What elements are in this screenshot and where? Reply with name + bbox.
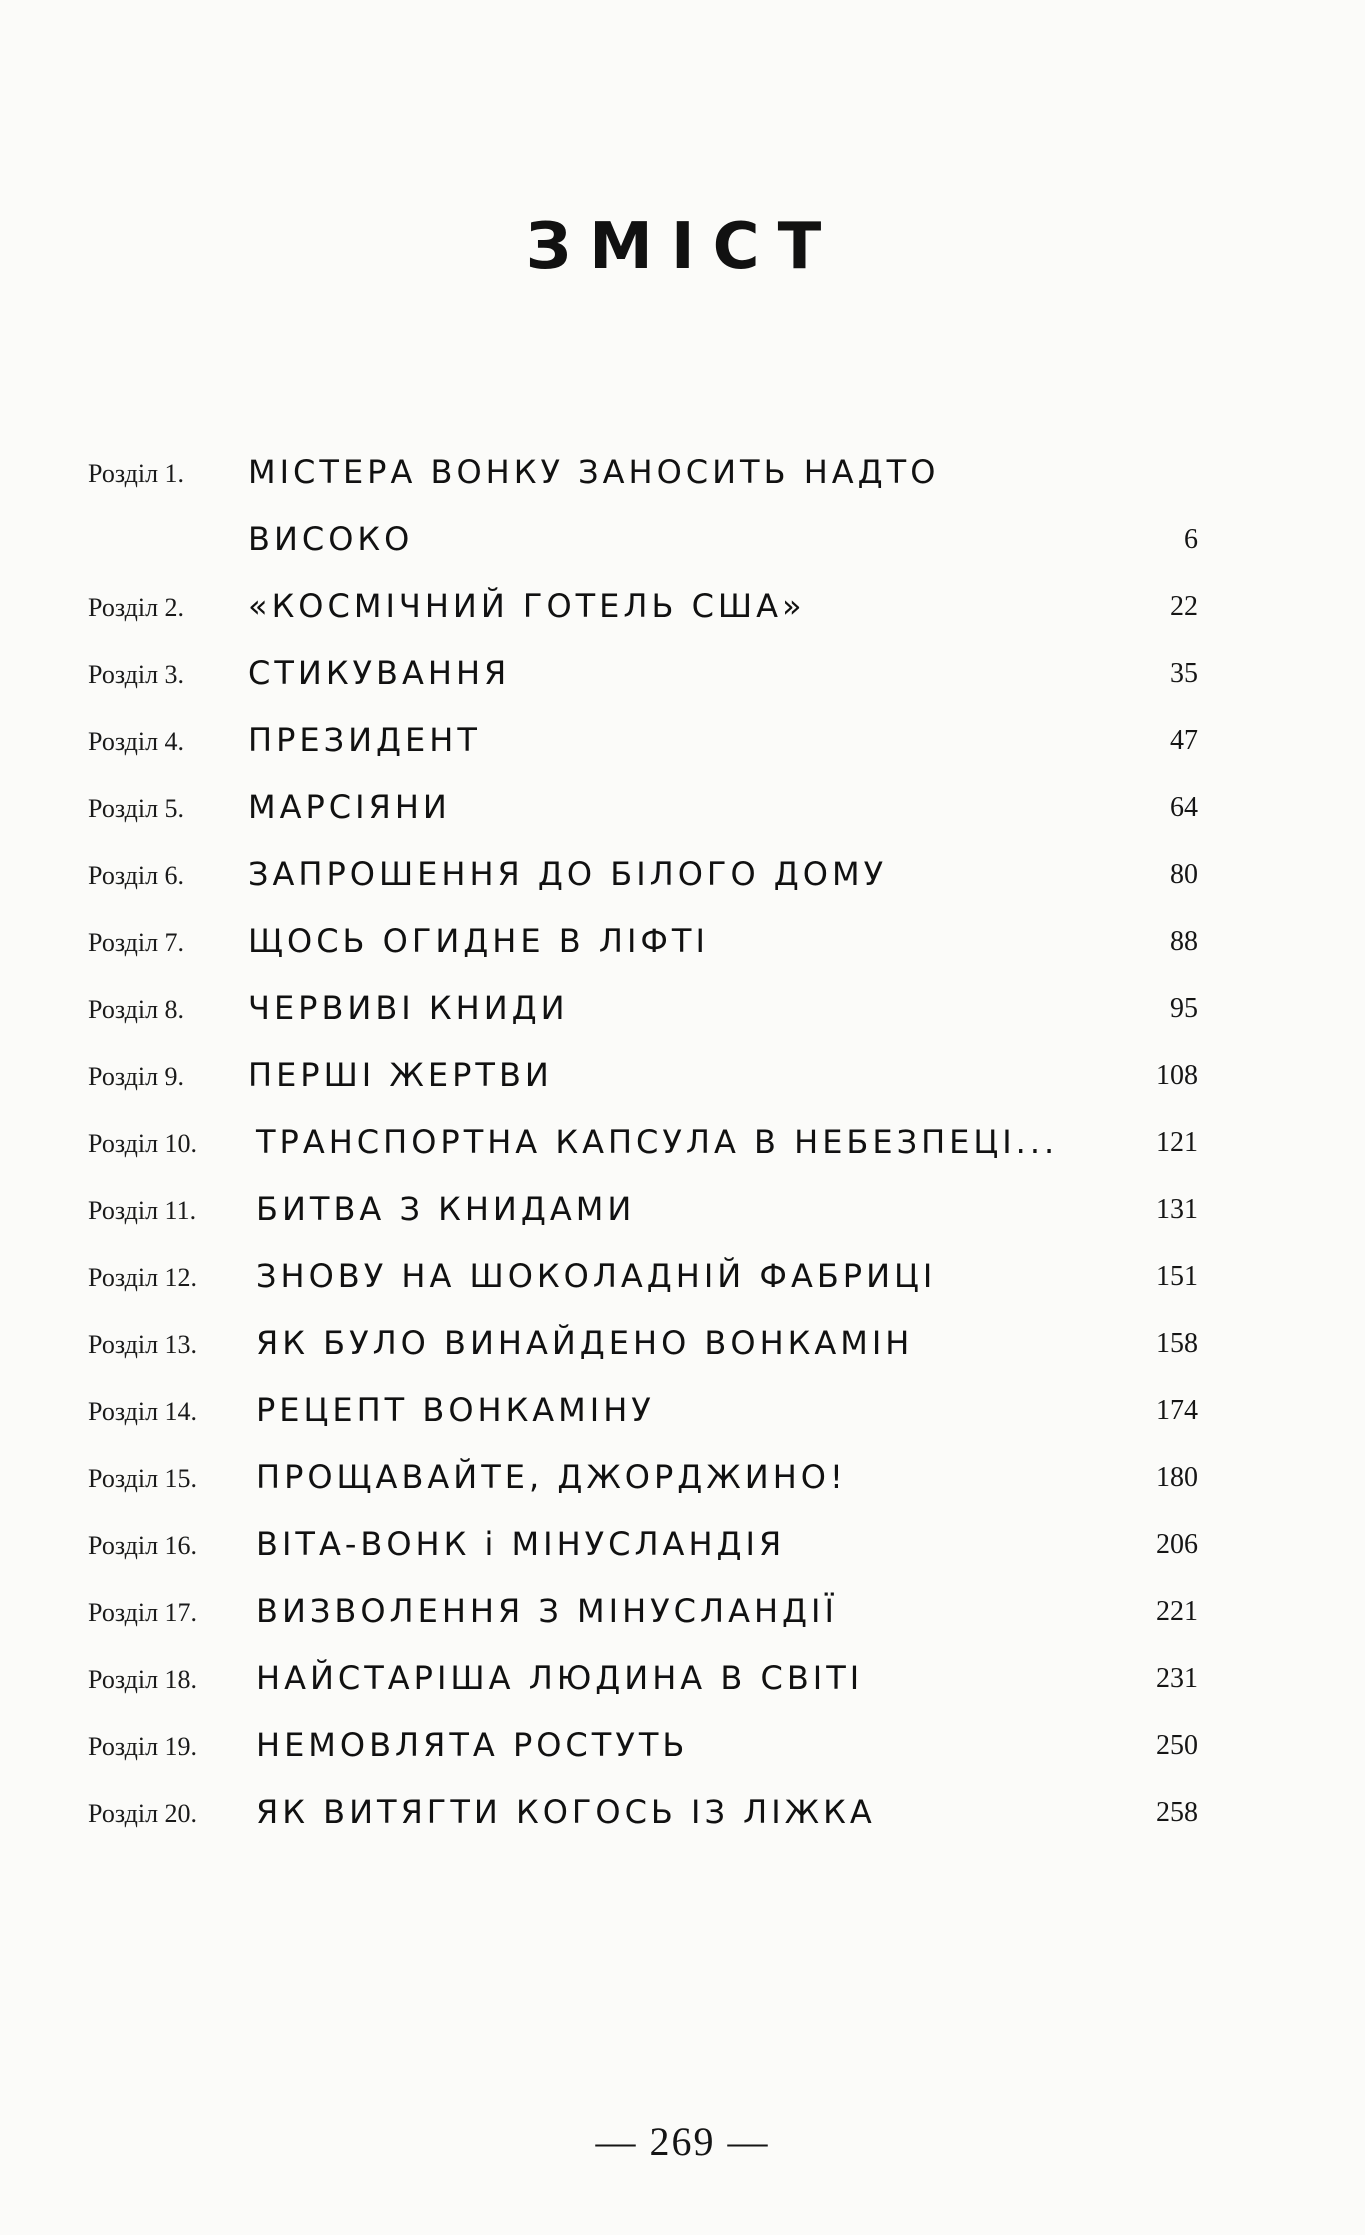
toc-row-20 bbox=[88, 1776, 1198, 1843]
chapter-page-number: 64 bbox=[1170, 792, 1198, 823]
chapter-label: Розділ 12. bbox=[88, 1263, 198, 1292]
toc-row-16 bbox=[88, 1508, 1198, 1575]
toc-row-12 bbox=[88, 1240, 1198, 1307]
chapter-page-number: 206 bbox=[1156, 1529, 1198, 1560]
chapter-page-number: 121 bbox=[1156, 1127, 1198, 1158]
chapter-label: Розділ 2. bbox=[88, 593, 185, 622]
chapter-label: Розділ 3. bbox=[88, 660, 185, 689]
chapter-page-number: 131 bbox=[1156, 1194, 1198, 1225]
chapter-label: Розділ 14. bbox=[88, 1397, 198, 1426]
chapter-page-number: 180 bbox=[1156, 1462, 1198, 1493]
toc-row-8 bbox=[88, 972, 1198, 1039]
chapter-label: Розділ 11. bbox=[88, 1196, 197, 1225]
chapter-title: ПРОЩАВАЙТЕ, ДЖОРДЖИНО! bbox=[256, 1458, 847, 1496]
chapter-title: ЧЕРВИВІ КНИДИ bbox=[248, 989, 569, 1027]
chapter-title: «КОСМІЧНИЙ ГОТЕЛЬ США» bbox=[248, 587, 806, 625]
chapter-title: ПРЕЗИДЕНТ bbox=[248, 721, 481, 759]
toc-row-1-continued bbox=[88, 503, 1198, 570]
toc-row-17 bbox=[88, 1575, 1198, 1642]
chapter-page-number: 151 bbox=[1156, 1261, 1198, 1292]
chapter-label: Розділ 7. bbox=[88, 928, 185, 957]
chapter-title: НАЙСТАРІША ЛЮДИНА В СВІТІ bbox=[256, 1659, 864, 1697]
toc-row-3 bbox=[88, 637, 1198, 704]
chapter-title: ЗАПРОШЕННЯ ДО БІЛОГО ДОМУ bbox=[248, 855, 888, 893]
chapter-label: Розділ 9. bbox=[88, 1062, 185, 1091]
chapter-title: ЯК ВИТЯГТИ КОГОСЬ ІЗ ЛІЖКА bbox=[256, 1793, 876, 1831]
table-of-contents bbox=[88, 436, 1198, 1843]
toc-row-1 bbox=[88, 436, 1198, 503]
chapter-title: ЗНОВУ НА ШОКОЛАДНІЙ ФАБРИЦІ bbox=[256, 1257, 937, 1295]
toc-row-6 bbox=[88, 838, 1198, 905]
chapter-label: Розділ 8. bbox=[88, 995, 185, 1024]
chapter-label: Розділ 17. bbox=[88, 1598, 198, 1627]
chapter-page-number: 231 bbox=[1156, 1663, 1198, 1694]
chapter-page-number: 258 bbox=[1156, 1797, 1198, 1828]
toc-row-9 bbox=[88, 1039, 1198, 1106]
chapter-title-continued: ВИСОКО bbox=[248, 520, 414, 558]
chapter-page-number: 47 bbox=[1170, 725, 1198, 756]
chapter-page-number: 174 bbox=[1156, 1395, 1198, 1426]
chapter-label: Розділ 20. bbox=[88, 1799, 198, 1828]
chapter-title: БИТВА З КНИДАМИ bbox=[256, 1190, 636, 1228]
page-number: — 269 — bbox=[595, 2119, 770, 2164]
page-title: ЗМІСТ bbox=[525, 210, 840, 284]
chapter-page-number: 35 bbox=[1170, 658, 1198, 689]
chapter-page-number: 95 bbox=[1170, 993, 1198, 1024]
toc-row-11 bbox=[88, 1173, 1198, 1240]
toc-row-10 bbox=[88, 1106, 1198, 1173]
chapter-label: Розділ 1. bbox=[88, 459, 185, 488]
chapter-page-number: 80 bbox=[1170, 859, 1198, 890]
toc-row-14 bbox=[88, 1374, 1198, 1441]
chapter-page-number: 108 bbox=[1156, 1060, 1198, 1091]
chapter-page-number: 250 bbox=[1156, 1730, 1198, 1761]
chapter-title: НЕМОВЛЯТА РОСТУТЬ bbox=[256, 1726, 689, 1764]
toc-row-7 bbox=[88, 905, 1198, 972]
chapter-title: МАРСІЯНИ bbox=[248, 788, 451, 826]
chapter-title: МІСТЕРА ВОНКУ ЗАНОСИТЬ НАДТО bbox=[248, 453, 940, 491]
chapter-label: Розділ 18. bbox=[88, 1665, 198, 1694]
chapter-label: Розділ 4. bbox=[88, 727, 185, 756]
chapter-title: ЩОСЬ ОГИДНЕ В ЛІФТІ bbox=[248, 922, 709, 960]
toc-row-5 bbox=[88, 771, 1198, 838]
chapter-page-number: 6 bbox=[1184, 524, 1198, 555]
chapter-page-number: 221 bbox=[1156, 1596, 1198, 1627]
toc-row-13 bbox=[88, 1307, 1198, 1374]
chapter-title: ВІТА-ВОНК і МІНУСЛАНДІЯ bbox=[256, 1525, 786, 1563]
chapter-label: Розділ 19. bbox=[88, 1732, 198, 1761]
chapter-title: ТРАНСПОРТНА КАПСУЛА В НЕБЕЗПЕЦІ... bbox=[256, 1123, 1059, 1161]
chapter-page-number: 22 bbox=[1170, 591, 1198, 622]
chapter-page-number: 88 bbox=[1170, 926, 1198, 957]
chapter-label: Розділ 13. bbox=[88, 1330, 198, 1359]
chapter-label: Розділ 15. bbox=[88, 1464, 198, 1493]
toc-row-4 bbox=[88, 704, 1198, 771]
toc-row-19 bbox=[88, 1709, 1198, 1776]
chapter-label: Розділ 6. bbox=[88, 861, 185, 890]
chapter-title: ВИЗВОЛЕННЯ З МІНУСЛАНДІЇ bbox=[256, 1592, 838, 1630]
chapter-label: Розділ 16. bbox=[88, 1531, 198, 1560]
chapter-title: СТИКУВАННЯ bbox=[248, 654, 511, 692]
toc-row-2 bbox=[88, 570, 1198, 637]
toc-row-15 bbox=[88, 1441, 1198, 1508]
chapter-title: ПЕРШІ ЖЕРТВИ bbox=[248, 1056, 553, 1094]
chapter-label: Розділ 10. bbox=[88, 1129, 198, 1158]
chapter-title: ЯК БУЛО ВИНАЙДЕНО ВОНКАМІН bbox=[256, 1324, 914, 1362]
chapter-title: РЕЦЕПТ ВОНКАМІНУ bbox=[256, 1391, 655, 1429]
chapter-page-number: 158 bbox=[1156, 1328, 1198, 1359]
chapter-label: Розділ 5. bbox=[88, 794, 185, 823]
toc-row-18 bbox=[88, 1642, 1198, 1709]
